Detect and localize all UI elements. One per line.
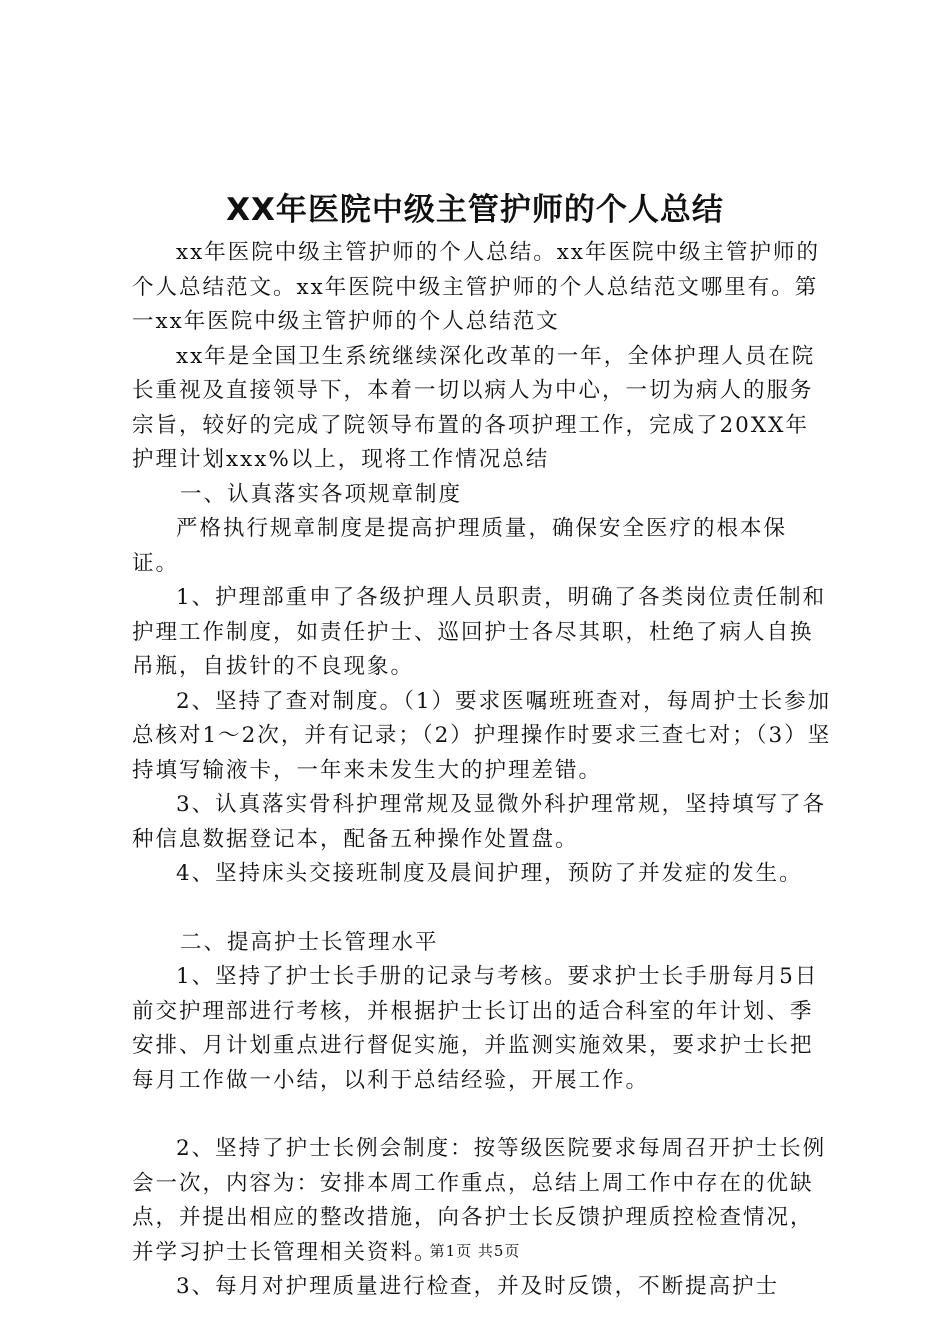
paragraph-spacer [132, 1098, 832, 1132]
paragraph-overview: xx年是全国卫生系统继续深化改革的一年，全体护理人员在院长重视及直接领导下，本着一切以病人为中心，一切为病人的服务宗旨，较好的完成了院领导布置的各项护理工作，完成了20XX年护理计划xxx%以上，现将工作情况总结 [132, 343, 816, 472]
section-heading-2: 二、提高护士长管理水平 [180, 929, 439, 955]
paragraph-item-1: 1、护理部重申了各级护理人员职责，明确了各类岗位责任制和护理工作制度，如责任护士、巡回护士各尽其职，杜绝了病人自换吊瓶，自拔针的不良现象。 [132, 585, 827, 679]
paragraph-spacer [132, 892, 832, 926]
paragraph-item-2: 2、坚持了查对制度。（1）要求医嘱班班查对，每周护士长参加总核对1～2次，并有记录；（2）护理操作时要求三查七对；（3）坚持填写输液卡，一年来未发生大的护理差错。 [132, 688, 832, 783]
page-footer: 第1页 共5页 [429, 1242, 521, 1260]
paragraph-section2-item-1: 1、坚持了护士长手册的记录与考核。要求护士长手册每月5日前交护理部进行考核，并根据护士长订出的适合科室的年计划、季安排、月计划重点进行督促实施，并监测实施效果，要求护士长把每月工作做一小结，以利于总结经验，开展工作。 [132, 964, 819, 1093]
section-heading-1: 一、认真落实各项规章制度 [180, 481, 463, 507]
paragraph-item-3: 3、认真落实骨科护理常规及显微外科护理常规，坚持填写了各种信息数据登记本，配备五种操作处置盘。 [132, 792, 827, 852]
document-body [132, 236, 832, 1305]
paragraph-section2-item-3: 3、每月对护理质量进行检查，并及时反馈，不断提高护士 [176, 1274, 780, 1299]
paragraph-item-4: 4、坚持床头交接班制度及晨间护理，预防了并发症的发生。 [176, 861, 803, 886]
paragraph-section2-item-2: 2、坚持了护士长例会制度：按等级医院要求每周召开护士长例会一次，内容为：安排本周工作重点，总结上周工作中存在的优缺点，并提出相应的整改措施，向各护士长反馈护理质控检查情况，并学习护士长管理相关资料。 [132, 1136, 827, 1265]
document-title: XX年医院中级主管护师的个人总结 [226, 192, 724, 228]
paragraph-rules: 严格执行规章制度是提高护理质量，确保安全医疗的根本保证。 [132, 516, 788, 576]
paragraph-intro: xx年医院中级主管护师的个人总结。xx年医院中级主管护师的个人总结范文。xx年医院中级主管护师的个人总结范文哪里有。第一xx年医院中级主管护师的个人总结范文 [132, 240, 821, 334]
